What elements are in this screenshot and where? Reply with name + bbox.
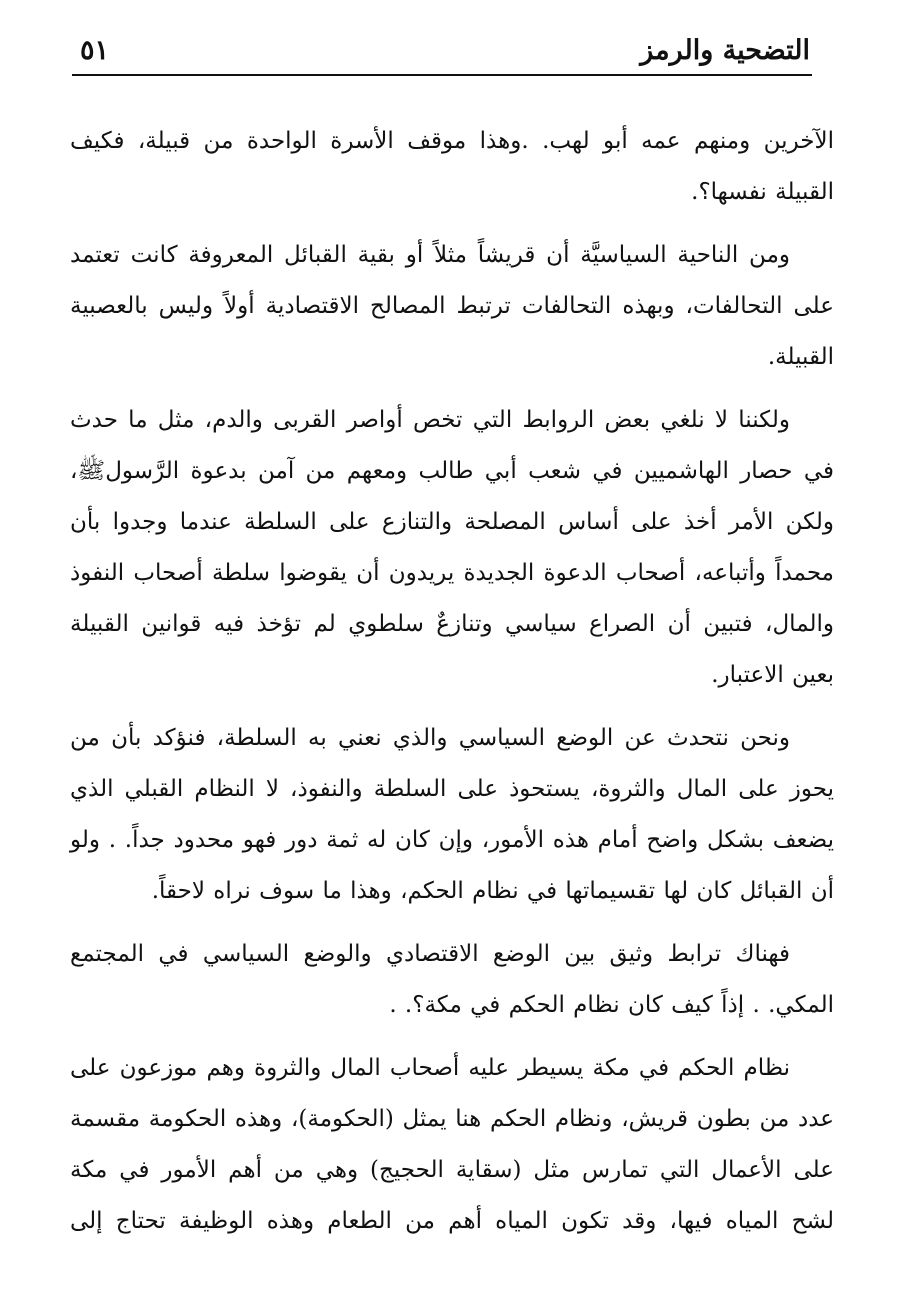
page-number: ٥١ <box>80 35 110 66</box>
paragraph-5: فهناك ترابط وثيق بين الوضع الاقتصادي والوضع السياسي في المجتمع المكي. . إذاً كيف كان نظام الحكم في مكة؟. . <box>70 941 834 1018</box>
running-title: التضحية والرمز <box>640 35 810 66</box>
paragraph-1: الآخرين ومنهم عمه أبو لهب. .وهذا موقف الأسرة الواحدة من قبيلة، فكيف القبيلة نفسها؟. <box>70 128 834 205</box>
paragraph-6: نظام الحكم في مكة يسيطر عليه أصحاب المال والثروة وهم موزعون على عدد من بطون قريش، ونظام الحكم هنا يمثل (الحكومة)، وهذه الحكومة مقسمة على الأعمال التي تمارس مثل (سقاية الحجيج) وهي من أهم الأمور في مكة لشح المياه فيها، وقد تكون المياه أهم من الطعام وهذه الوظيفة تحتاج إلى <box>70 1055 834 1234</box>
paragraph-3: ولكننا لا نلغي بعض الروابط التي تخص أواصر القربى والدم، مثل ما حدث في حصار الهاشميين في شعب أبي طالب ومعهم من آمن بدعوة الرَّسولﷺ، ولكن الأمر أخذ على أساس المصلحة والتنازع على السلطة عندما وجدوا بأن محمداً وأتباعه، أصحاب الدعوة الجديدة يريدون أن يقوضوا سلطة أصحاب النفوذ والمال، فتبين أن الصراع سياسي وتنازعٌ سلطوي لم تؤخذ فيه قوانين القبيلة بعين الاعتبار. <box>70 407 834 688</box>
page-header <box>72 30 812 76</box>
paragraph-2: ومن الناحية السياسيَّة أن قريشاً مثلاً أو بقية القبائل المعروفة كانت تعتمد على التحالفات، وبهذه التحالفات ترتبط المصالح الاقتصادية أولاً وليس بالعصبية القبيلة. <box>70 242 834 370</box>
paragraph-4: ونحن نتحدث عن الوضع السياسي والذي نعني به السلطة، فنؤكد بأن من يحوز على المال والثروة، يستحوذ على السلطة والنفوذ، لا النظام القبلي الذي يضعف بشكل واضح أمام هذه الأمور، وإن كان له ثمة دور فهو محدود جداً. . ولو أن القبائل كان لها تقسيماتها في نظام الحكم، وهذا ما سوف نراه لاحقاً. <box>70 725 834 904</box>
body-text <box>70 116 834 1259</box>
header-rule <box>72 74 812 76</box>
